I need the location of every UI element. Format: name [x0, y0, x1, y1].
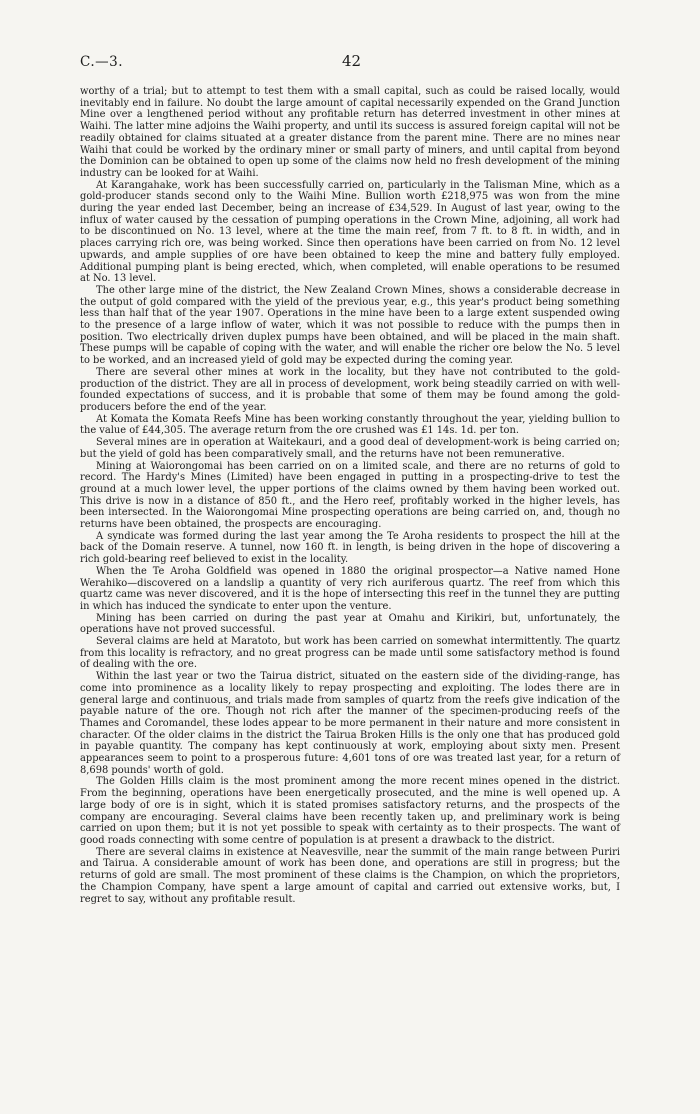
paragraph-te-aroha-goldfield: When the Te Aroha Goldfield was opened in 1880 the original prospector—a Native named Hone Werahiko—discovered on a landslip a quantity of very rich auriferous quartz. The reef from which this quartz came was never discovered, and it is the hope of intersecting this reef in the tunnel they are putting in which has induced the syndicate to enter upon the venture.: [80, 565, 620, 612]
paragraph-crown-mines: The other large mine of the district, the New Zealand Crown Mines, shows a considerable decrease in the output of gold compared with the yield of the previous year, e.g., this year's product being something less than half that of the year 1907. Operations in the mine have been to a large extent suspended owing to the presence of a large inflow of water, which it was not possible to reduce with the pumps then in position. Two electrically driven duplex pumps have been obtained, and will be placed in the main shaft. These pumps will be capable of coping with the water, and will enable the richer ore below the No. 5 level to be worked, and an increased yield of gold may be expected during the coming year.: [80, 284, 620, 367]
paragraph-neavesville: There are several claims in existence at Neavesville, near the summit of the main range between Puriri and Tairua. A considerable amount of work has been done, and operations are still in progress; but the returns of gold are small. The most prominent of these claims is the Champion, on which the proprietors, the Champion Company, have spent a large amount of capital and carried out extensive works, but, I regret to say, without any profitable result.: [80, 846, 620, 905]
paragraph-tairua: Within the last year or two the Tairua district, situated on the eastern side of the dividing-range, has come into prominence as a locality likely to repay prospecting and exploiting. The lodes there are in general large and continuous, and trials made from samples of quartz from the reefs give indication of the payable nature of the ore. Though not rich after the manner of the specimen-producing reefs of the Thames and Coromandel, these lodes appear to be more permanent in their nature and more consistent in character. Of the older claims in the district the Tairua Broken Hills is the only one that has produced gold in payable quantity. The company has kept continuously at work, employing about sixty men. Present appearances seem to point to a prosperous future: 4,601 tons of ore was treated last year, for a return of 8,698 pounds' worth of gold.: [80, 671, 620, 776]
paragraph-waihi-capital: worthy of a trial; but to attempt to test them with a small capital, such as could be raised locally, would inevitably end in failure. No doubt the large amount of capital necessarily expended on the Grand Junction Mine over a lengthened period without any profitable return has deterred investment in other mines at Waihi. The latter mine adjoins the Waihi property, and until its success is assured foreign capital will not be readily obtained for claims situated at a greater distance from the parent mine. There are no mines near Waihi that could be worked by the ordinary miner or small party of miners, and until capital from beyond the Dominion can be obtained to open up some of the claims now held no fresh development of the mining industry can be looked for at Waihi.: [80, 86, 620, 179]
page-number: 42: [342, 52, 362, 70]
paragraph-komata: At Komata the Komata Reefs Mine has been working constantly throughout the year, yielding bullion to the value of £44,305. The average return from the ore crushed was £1 14s. 1d. per ton.: [80, 413, 620, 437]
paragraph-omahu-kirikiri: Mining has been carried on during the past year at Omahu and Kirikiri, but, unfortunately, the operations have not proved successful.: [80, 612, 620, 636]
paragraph-waiorongomai: Mining at Waiorongomai has been carried on on a limited scale, and there are no returns of gold to record. The Hardy's Mines (Limited) have been engaged in putting in a prospecting-drive to test the ground at a much lower level, the upper portions of the claims owned by them having been worked out. This drive is now in a distance of 850 ft., and the Hero reef, profitably worked in the higher levels, has been intersected. In the Waiorongomai Mine prospecting operations are being carried on, and, though no returns have been obtained, the prospects are encouraging.: [80, 460, 620, 531]
paragraph-te-aroha-syndicate: A syndicate was formed during the last year among the Te Aroha residents to prospect the hill at the back of the Domain reserve. A tunnel, now 160 ft. in length, is being driven in the hope of discovering a rich gold-bearing reef believed to exist in the locality.: [80, 530, 620, 566]
paragraph-maratoto: Several claims are held at Maratoto, but work has been carried on somewhat intermittently. The quartz from this locality is refractory, and no great progress can be made until some satisfactory method is found of dealing with the ore.: [80, 636, 620, 671]
page-body: [80, 86, 620, 905]
paragraph-other-mines: There are several other mines at work in the locality, but they have not contributed to the gold-production of the district. They are all in process of development, work being steadily carried on with well-founded expectations of success, and it is probable that some of them may be found among the gold-producers before the end of the year.: [80, 366, 620, 413]
paragraph-karangahake: At Karangahake, work has been successfully carried on, particularly in the Talisman Mine, which as a gold-producer stands second only to the Waihi Mine. Bullion worth £218,975 was won from the mine during the year ended last December, being an increase of £34,529. In August of last year, owing to the influx of water caused by the cessation of pumping operations in the Crown Mine, adjoining, all work had to be discontinued on No. 13 level, where at the time the main reef, from 7 ft. to 8 ft. in width, and in places carrying rich ore, was being worked. Since then operations have been carried on from No. 12 level upwards, and ample supplies of ore have been obtained to keep the mine and battery fully employed. Additional pumping plant is being erected, which, when completed, will enable operations to be resumed at No. 13 level.: [80, 179, 620, 285]
paragraph-waitekauri: Several mines are in operation at Waitekauri, and a good deal of development-work is being carried on; but the yield of gold has been comparatively small, and the returns have not been remunerative.: [80, 437, 620, 460]
page-header: [80, 54, 620, 74]
paragraph-golden-hills: The Golden Hills claim is the most prominent among the more recent mines opened in the district. From the beginning, operations have been energetically prosecuted, and the mine is well opened up. A large body of ore is in sight, which it is stated promises satisfactory returns, and the prospects of the company are encouraging. Several claims have been recently taken up, and preliminary work is being carried on upon them; but it is not yet possible to speak with certainty as to their prospects. The want of good roads connecting with some centre of population is at present a drawback to the district.: [80, 776, 620, 846]
report-reference: C.—3.: [80, 54, 124, 70]
